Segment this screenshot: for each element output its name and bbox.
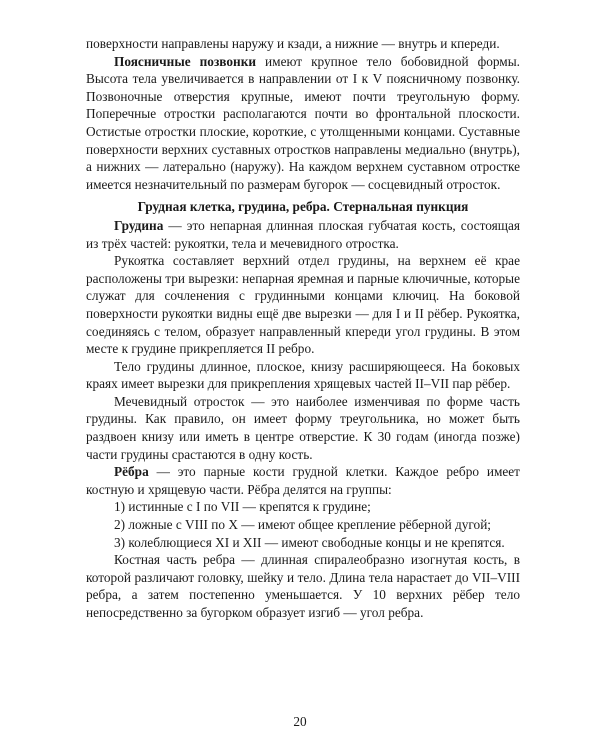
- term-lumbar-vertebrae: Поясничные позвонки: [114, 53, 257, 69]
- page-number: 20: [293, 714, 307, 729]
- paragraph-lumbar-vertebrae: [86, 53, 520, 194]
- paragraph-sternum-body: Тело грудины длинное, плоское, книзу расширяющееся. На боковых краях имеет вырезки для прикрепления хрящевых частей II–VII пар рёбер.: [86, 358, 520, 392]
- paragraph-sternum: [86, 217, 520, 252]
- lumbar-description: имеют крупное тело бобовидной формы. Высота тела увеличивается в направлении от I к V поясничному позвонку. Позвоночные отверстия крупные, имеют почти треугольную форму. Поперечные отростки располагаются почти во фронтальной плоскости. Остистые отростки плоские, короткие, с утолщенными концами. Суставные поверхности верхних суставных отростков направлены медиально (внутрь), а нижних — латерально (наружу). На каждом верхнем суставном отростке имеется незначительный по размерам бугорок — сосцевидный отросток.: [86, 53, 520, 192]
- term-sternum: Грудина: [114, 217, 164, 233]
- rib-group-floating: 3) колеблющиеся XI и XII — имеют свободные концы и не крепятся.: [114, 534, 505, 550]
- paragraph-xiphoid: Мечевидный отросток — это наиболее изменчивая по форме часть грудины. Как правило, он имеет форму треугольника, но может быть раздвоен книзу или иметь в центре отверстие. К 30 годам (иногда позже) части грудины срастаются в одну кость.: [86, 393, 520, 462]
- paragraph-ribs: [86, 463, 520, 498]
- paragraph-bony-part: Костная часть ребра — длинная спиралеобразно изогнутая кость, в которой различают головку, шейку и тело. Длина тела нарастает до VII–VIII ребра, а затем постепенно уменьшается. У 10 верхних рёбер тело непосредственно за бугорком образует изгиб — угол ребра.: [86, 552, 520, 620]
- page-text: [86, 35, 520, 622]
- rib-group-false: 2) ложные с VIII по X — имеют общее крепление рёберной дугой;: [114, 517, 492, 533]
- section-heading: Грудная клетка, грудина, ребра. Стернальная пункция: [137, 199, 469, 215]
- sternum-description: — это непарная длинная плоская губчатая кость, состоящая из трёх частей: рукоятки, тела и мечевидного отростка.: [86, 217, 520, 251]
- paragraph-manubrium: Рукоятка составляет верхний отдел грудины, на верхнем её крае расположены три вырезки: непарная яремная и парные ключичные, которые служат для сочленения с грудинными концами ключиц. На боковой поверхности рукоятки видны ещё две вырезки — для I и II рёбер. Рукоятка, соединяясь с телом, образует направленный кпереди угол грудины. В этом месте к грудине прикрепляется II ребро.: [86, 253, 520, 357]
- ribs-description: — это парные кости грудной клетки. Каждое ребро имеет костную и хрящевую части. Рёбра делятся на группы:: [86, 464, 520, 497]
- paragraph-continuation: поверхности направлены наружу и кзади, а нижние — внутрь и кпереди.: [86, 36, 500, 51]
- term-ribs: Рёбра: [114, 464, 149, 480]
- rib-group-true: 1) истинные с I по VII — крепятся к грудине;: [114, 499, 371, 515]
